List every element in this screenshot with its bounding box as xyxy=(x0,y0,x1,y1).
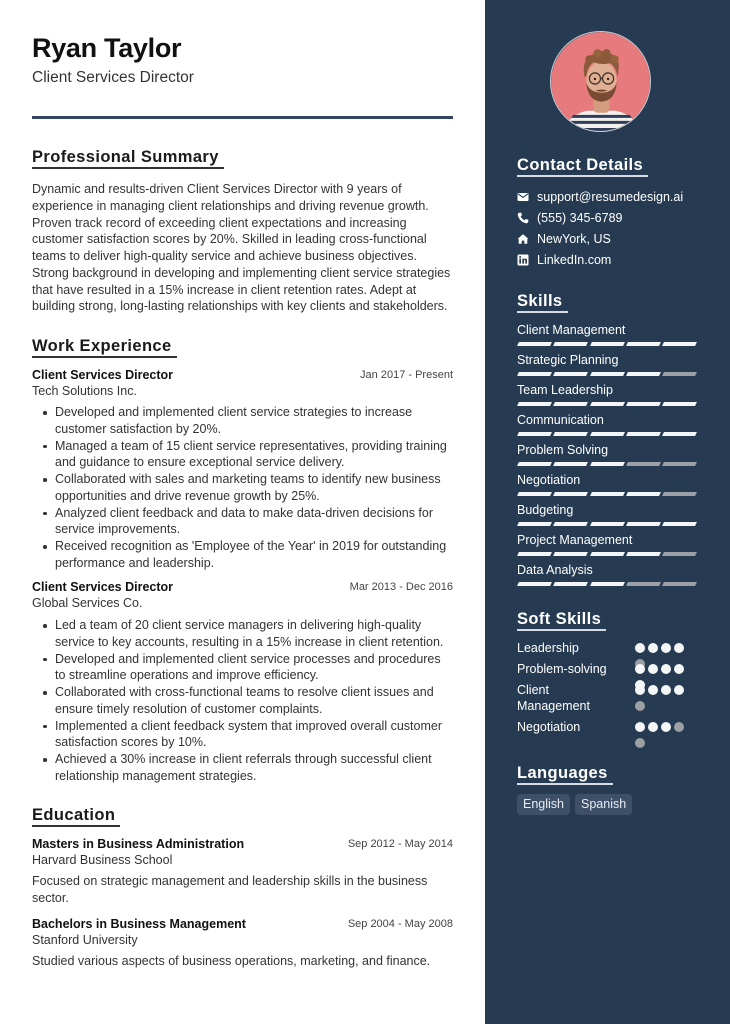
rating-dot xyxy=(648,643,658,653)
section-title-contact: Contact Details xyxy=(517,155,648,177)
bullet-item: Implemented a client feedback system that improved overall customer satisfaction scores by 10%. xyxy=(55,718,453,752)
skill-bar-segment xyxy=(626,582,661,586)
phone-icon xyxy=(517,212,529,224)
bullet-item: Achieved a 30% increase in client referrals through successful client relationship management strategies. xyxy=(55,751,453,785)
bullet-item: Led a team of 20 client service managers in delivering high-quality service to key accounts, resulting in a 15% increase in client retention. xyxy=(55,617,453,651)
section-title-languages: Languages xyxy=(517,763,613,785)
skill-item xyxy=(517,382,698,406)
education-dates: Sep 2012 - May 2014 xyxy=(347,838,453,850)
profile-photo xyxy=(550,31,651,132)
skill-name: Project Management xyxy=(517,533,633,547)
skill-level-bar xyxy=(517,492,696,496)
education-section xyxy=(32,805,453,970)
skill-name: Client Management xyxy=(517,323,626,337)
skill-bar-segment xyxy=(662,402,697,406)
skill-item xyxy=(517,532,698,556)
skill-bar-segment xyxy=(553,342,588,346)
job-bullets xyxy=(32,404,453,572)
education-description: Focused on strategic management and leadership skills in the business sector. xyxy=(32,874,428,905)
education-description: Studied various aspects of business operations, marketing, and finance. xyxy=(32,954,431,968)
rating-dot xyxy=(635,722,645,732)
professional-summary-section xyxy=(32,147,453,315)
job-company: Global Services Co. xyxy=(32,596,143,610)
skill-bar-segment xyxy=(590,342,625,346)
skill-bar-segment xyxy=(662,462,697,466)
skill-bar-segment xyxy=(590,432,625,436)
skill-bar-segment xyxy=(517,432,552,436)
section-title-skills: Skills xyxy=(517,291,568,313)
skill-bar-segment xyxy=(590,582,625,586)
skill-bar-segment xyxy=(517,582,552,586)
skill-item xyxy=(517,412,698,436)
skill-bar-segment xyxy=(662,582,697,586)
job-entry xyxy=(32,367,453,572)
job-entry xyxy=(32,579,453,785)
skill-bar-segment xyxy=(517,342,552,346)
bullet-item: Developed and implemented client service strategies to increase customer satisfaction by 20%. xyxy=(55,404,453,438)
skill-bar-segment xyxy=(590,462,625,466)
skill-bar-segment xyxy=(590,372,625,376)
skill-bar-segment xyxy=(590,492,625,496)
skill-level-bar xyxy=(517,402,696,406)
skill-name: Strategic Planning xyxy=(517,353,619,367)
skill-level-bar xyxy=(517,432,696,436)
soft-skill-name: Problem-solving xyxy=(517,662,607,676)
rating-dot xyxy=(635,664,645,674)
skill-bar-segment xyxy=(626,462,661,466)
rating-dot xyxy=(648,722,658,732)
sidebar xyxy=(485,0,730,1024)
work-experience-section xyxy=(32,336,453,785)
contact-location-text: NewYork, US xyxy=(537,232,611,246)
skill-level-bar xyxy=(517,462,696,466)
skill-bar-segment xyxy=(662,342,697,346)
job-bullets xyxy=(32,617,453,785)
rating-dot xyxy=(674,722,684,732)
language-tag: English xyxy=(517,794,570,815)
skill-item xyxy=(517,352,698,376)
rating-dot xyxy=(635,701,645,711)
skill-bar-segment xyxy=(517,372,552,376)
skill-name: Negotiation xyxy=(517,473,581,487)
skill-bar-segment xyxy=(662,552,697,556)
contact-linkedin[interactable] xyxy=(517,252,698,268)
candidate-title: Client Services Director xyxy=(32,69,194,86)
degree-title: Bachelors in Business Management xyxy=(32,917,246,931)
skill-level-bar xyxy=(517,372,696,376)
job-dates: Jan 2017 - Present xyxy=(360,369,453,381)
skill-bar-segment xyxy=(590,522,625,526)
skill-bar-segment xyxy=(626,552,661,556)
rating-dot xyxy=(635,685,645,695)
skill-name: Communication xyxy=(517,413,604,427)
school-name: Stanford University xyxy=(32,933,138,947)
skill-bar-segment xyxy=(662,522,697,526)
section-title-soft-skills: Soft Skills xyxy=(517,609,606,631)
skills-section xyxy=(517,291,698,586)
skill-bar-segment xyxy=(626,492,661,496)
skill-bar-segment xyxy=(626,372,661,376)
soft-skill-item xyxy=(517,719,698,735)
section-title-work: Work Experience xyxy=(32,336,177,358)
skill-bar-segment xyxy=(662,492,697,496)
candidate-name: Ryan Taylor xyxy=(32,33,182,63)
skill-item xyxy=(517,442,698,466)
skill-bar-segment xyxy=(553,582,588,586)
skill-bar-segment xyxy=(590,552,625,556)
skill-bar-segment xyxy=(553,462,588,466)
skill-bar-segment xyxy=(553,492,588,496)
rating-dot xyxy=(648,664,658,674)
rating-dot xyxy=(674,643,684,653)
skill-item xyxy=(517,502,698,526)
soft-skill-rating xyxy=(635,685,687,711)
skill-item xyxy=(517,322,698,346)
bullet-item: Collaborated with cross-functional teams to resolve client issues and ensure timely resolution of customer complaints. xyxy=(55,684,453,718)
home-icon xyxy=(517,233,529,245)
skill-bar-segment xyxy=(553,522,588,526)
envelope-icon xyxy=(517,191,529,203)
skill-bar-segment xyxy=(553,402,588,406)
skill-bar-segment xyxy=(626,522,661,526)
bullet-item: Managed a team of 15 client service representatives, providing training and guidance to ensure exceptional service delivery. xyxy=(55,438,453,472)
soft-skill-name: Negotiation xyxy=(517,720,581,734)
rating-dot xyxy=(661,643,671,653)
school-name: Harvard Business School xyxy=(32,853,173,867)
contact-phone[interactable] xyxy=(517,210,698,226)
education-dates: Sep 2004 - May 2008 xyxy=(347,918,453,930)
rating-dot xyxy=(661,685,671,695)
skill-level-bar xyxy=(517,522,696,526)
portrait-icon xyxy=(551,32,651,132)
rating-dot xyxy=(661,722,671,732)
skill-bar-segment xyxy=(662,432,697,436)
skill-bar-segment xyxy=(553,372,588,376)
contact-email-text: support@resumedesign.ai xyxy=(537,190,684,204)
language-tag: Spanish xyxy=(575,794,632,815)
languages-section xyxy=(517,763,698,815)
skill-bar-segment xyxy=(517,402,552,406)
bullet-item: Collaborated with sales and marketing teams to identify new business opportunities and drive revenue growth by 25%. xyxy=(55,471,453,505)
bullet-item: Developed and implemented client service processes and procedures to streamline operations and improve efficiency. xyxy=(55,651,453,685)
rating-dot xyxy=(661,664,671,674)
degree-title: Masters in Business Administration xyxy=(32,837,245,851)
skill-level-bar xyxy=(517,552,696,556)
contact-phone-text: (555) 345-6789 xyxy=(537,211,623,225)
skill-name: Team Leadership xyxy=(517,383,613,397)
header-divider xyxy=(32,116,453,119)
soft-skill-name: Client Management xyxy=(517,683,590,713)
contact-location xyxy=(517,231,698,247)
contact-email[interactable] xyxy=(517,189,698,205)
soft-skill-item xyxy=(517,640,698,656)
job-company: Tech Solutions Inc. xyxy=(32,384,137,398)
contact-linkedin-text: LinkedIn.com xyxy=(537,253,612,267)
soft-skills-section xyxy=(517,609,698,735)
skill-bar-segment xyxy=(517,492,552,496)
job-dates: Mar 2013 - Dec 2016 xyxy=(349,581,453,593)
education-entry xyxy=(32,836,453,907)
job-title: Client Services Director xyxy=(32,580,174,594)
skill-bar-segment xyxy=(662,372,697,376)
skill-item xyxy=(517,562,698,586)
skill-bar-segment xyxy=(553,552,588,556)
section-title-summary: Professional Summary xyxy=(32,147,224,169)
rating-dot xyxy=(674,685,684,695)
bullet-item: Analyzed client feedback and data to make data-driven decisions for service improvements. xyxy=(55,505,453,539)
skill-name: Budgeting xyxy=(517,503,574,517)
rating-dot xyxy=(635,643,645,653)
skill-bar-segment xyxy=(626,342,661,346)
section-title-education: Education xyxy=(32,805,120,827)
skill-item xyxy=(517,472,698,496)
skill-bar-segment xyxy=(517,552,552,556)
education-entry xyxy=(32,916,453,970)
skill-bar-segment xyxy=(553,432,588,436)
bullet-item: Received recognition as 'Employee of the Year' in 2019 for outstanding performance and leadership. xyxy=(55,538,453,572)
soft-skill-rating xyxy=(635,722,687,748)
soft-skill-item xyxy=(517,682,698,714)
skill-bar-segment xyxy=(626,402,661,406)
skill-level-bar xyxy=(517,342,696,346)
skill-level-bar xyxy=(517,582,696,586)
main-column xyxy=(32,0,453,970)
summary-text: Dynamic and results-driven Client Services Director with 9 years of experience in managing client relationships and driving revenue growth. Proven track record of exceeding client expectations and increasing customer satisfaction scores by 20%. Skilled in leading cross-functional teams to deliver high-quality service and achieve business objectives. Strong background in developing and implementing client service strategies that have resulted in a 15% increase in client retention rates. Adept at building strong, long-lasting relationships with key clients and stakeholders. xyxy=(32,182,451,314)
skill-name: Problem Solving xyxy=(517,443,609,457)
soft-skill-name: Leadership xyxy=(517,641,579,655)
job-title: Client Services Director xyxy=(32,368,174,382)
soft-skill-item xyxy=(517,661,698,677)
skill-bar-segment xyxy=(590,402,625,406)
skill-bar-segment xyxy=(517,462,552,466)
rating-dot xyxy=(648,685,658,695)
skill-bar-segment xyxy=(626,432,661,436)
contact-section xyxy=(517,155,698,268)
rating-dot xyxy=(674,664,684,674)
skill-bar-segment xyxy=(517,522,552,526)
rating-dot xyxy=(635,738,645,748)
skill-name: Data Analysis xyxy=(517,563,593,577)
linkedin-icon xyxy=(517,254,529,266)
